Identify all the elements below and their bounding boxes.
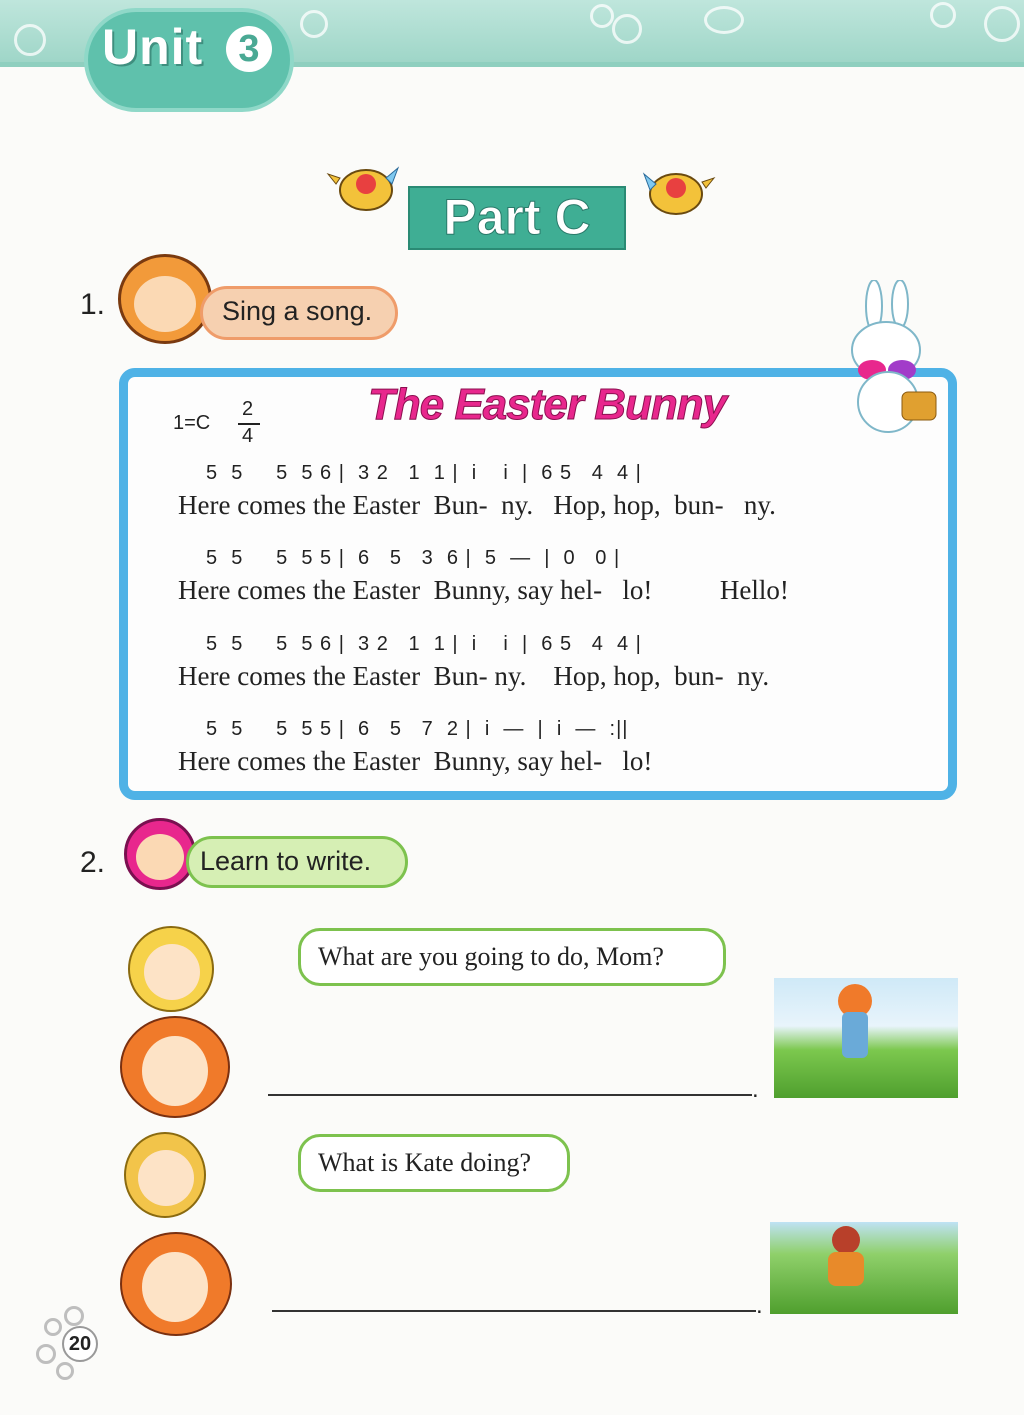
activity-1-number: 1.	[80, 288, 106, 321]
decor-bubble	[612, 14, 642, 44]
notation-line: 5 5 5 5 6 | 3 2 1 1 | i i | 6 5 4 4 |	[206, 462, 642, 484]
activity-2-number: 2.	[80, 846, 106, 879]
kate-in-garden-scene	[770, 1222, 958, 1314]
decor-bubble	[930, 2, 956, 28]
time-signature-top: 2	[242, 398, 254, 420]
writing-kid-face	[136, 834, 184, 880]
unit-label: Unit	[102, 19, 204, 75]
decor-bubble	[14, 24, 46, 56]
decor-bubble	[704, 6, 744, 34]
decor-circle	[56, 1362, 74, 1380]
boy-face	[138, 1150, 194, 1206]
answer-line[interactable]	[268, 1094, 752, 1096]
answer-period: .	[752, 1076, 759, 1103]
notation-line: 5 5 5 5 5 | 6 5 3 6 | 5 — | 0 0 |	[206, 547, 621, 569]
answer-period: .	[756, 1292, 763, 1319]
page-number: 20	[62, 1326, 98, 1362]
mom-face	[142, 1036, 208, 1106]
decor-circle	[44, 1318, 62, 1336]
decor-circle	[36, 1344, 56, 1364]
answer-line[interactable]	[272, 1310, 756, 1312]
unit-number: 3	[226, 26, 272, 72]
sing-instruction: Sing a song.	[222, 296, 373, 326]
singing-kid-face	[134, 276, 196, 332]
question-text: What is Kate doing?	[318, 1148, 531, 1177]
decor-bubble	[300, 10, 328, 38]
write-instruction: Learn to write.	[200, 846, 372, 876]
song-key: 1=C	[173, 412, 211, 434]
lyrics-line: Here comes the Easter Bunny, say hel- lo! Hello!	[178, 575, 789, 605]
easter-bunny-illustration	[834, 280, 944, 436]
notation-line: 5 5 5 5 5 | 6 5 7 2 | i — | i — :||	[206, 718, 629, 740]
lyrics-line: Here comes the Easter Bun- ny. Hop, hop, bun- ny.	[178, 490, 776, 520]
decor-bubble	[984, 6, 1020, 42]
easter-egg-hunt-scene	[774, 978, 958, 1098]
bird-left-illustration	[326, 154, 404, 220]
lyrics-line: Here comes the Easter Bun- ny. Hop, hop, bun- ny.	[178, 661, 770, 691]
song-title: The Easter Bunny	[368, 380, 727, 429]
decor-bubble	[590, 4, 614, 28]
lyrics-line: Here comes the Easter Bunny, say hel- lo!	[178, 746, 653, 776]
question-text: What are you going to do, Mom?	[318, 942, 664, 971]
girl-face	[144, 944, 200, 1000]
bird-right-illustration	[638, 160, 716, 226]
decor-circle	[64, 1306, 84, 1326]
notation-line: 5 5 5 5 6 | 3 2 1 1 | i i | 6 5 4 4 |	[206, 633, 642, 655]
part-title: Part C	[443, 189, 591, 245]
time-signature-bottom: 4	[242, 425, 254, 447]
mom-face	[142, 1252, 208, 1322]
